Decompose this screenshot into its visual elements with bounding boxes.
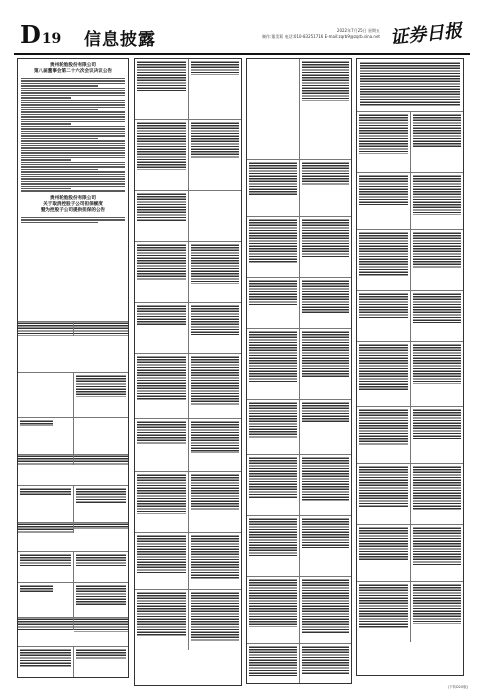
- page-number: [20, 22, 61, 52]
- notice-2-table: [18, 321, 128, 678]
- column-1: [17, 58, 129, 678]
- column-4-body: [357, 62, 463, 106]
- continued-note: (下转D20版): [447, 685, 468, 689]
- page-letter: D: [20, 20, 41, 49]
- notice-1-body: [18, 78, 128, 192]
- notice-1-heading: 第八届董事会第二十六次会议决议公告: [33, 69, 113, 74]
- header-rule: [14, 53, 470, 55]
- editor-contact: 制作:董美莉 电话:010-83251716 E-mail:zqrb9@zqrb.sina.net: [261, 34, 380, 39]
- column-2-table: [135, 59, 241, 650]
- column-4: [356, 58, 464, 676]
- page-number-digits: 19: [41, 31, 62, 47]
- column-2: [134, 58, 242, 686]
- section-title: 信息披露: [84, 30, 156, 50]
- column-3-table: [247, 59, 351, 684]
- issue-date: 2022年7月25日 星期五: [336, 28, 380, 33]
- masthead-logo: 证券日报: [389, 20, 464, 49]
- column-4-table: [357, 111, 463, 642]
- notice-2-heading-2: 暨为控股子公司提供担保的公告: [40, 207, 106, 213]
- notice-1-title: [18, 63, 128, 75]
- notice-1-company: 贵州轮胎股份有限公司: [50, 63, 96, 68]
- notice-2-title: [18, 196, 128, 214]
- header-meta: [262, 28, 380, 40]
- page-header: [14, 18, 470, 52]
- notice-2-heading-1: 关于取消控股子公司担保额度: [43, 201, 103, 207]
- notice-2-intro: [18, 217, 128, 223]
- column-3: [246, 58, 352, 684]
- notice-2-company: 贵州轮胎股份有限公司: [50, 195, 96, 201]
